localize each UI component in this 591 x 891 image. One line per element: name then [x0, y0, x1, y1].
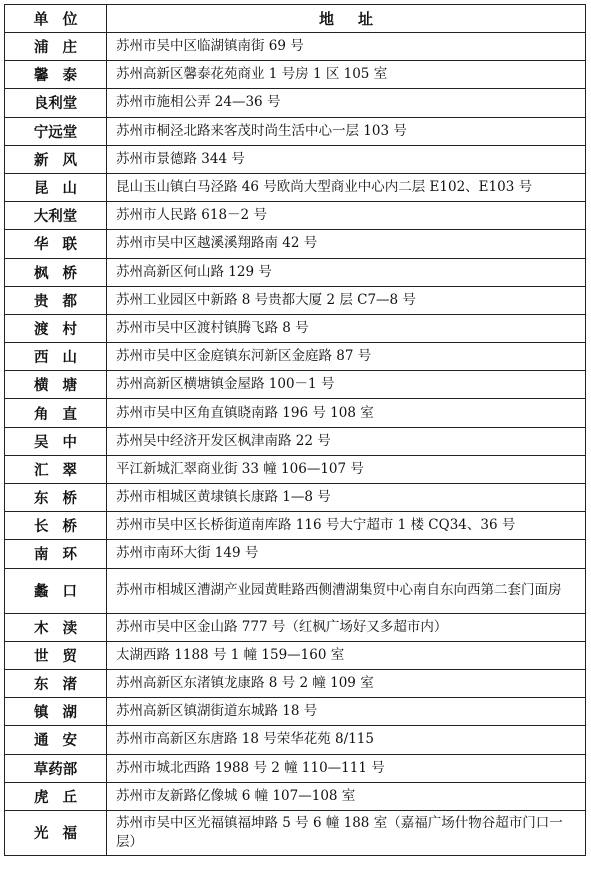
unit-name-cell: 枫桥: [5, 258, 107, 286]
table-row: [5, 286, 586, 314]
unit-name-cell: 馨泰: [5, 61, 107, 89]
address-table-container: [4, 4, 585, 856]
table-row: [5, 754, 586, 782]
table-row: [5, 568, 586, 613]
table-row: [5, 399, 586, 427]
address-cell: 苏州市人民路 618－2 号: [107, 202, 586, 230]
table-row: [5, 371, 586, 399]
header-unit: 单位: [5, 5, 107, 33]
address-cell: 苏州市景德路 344 号: [107, 145, 586, 173]
table-row: [5, 117, 586, 145]
table-row: [5, 613, 586, 641]
unit-name-cell: 渡村: [5, 314, 107, 342]
address-cell: 苏州市吴中区金山路 777 号（红枫广场好又多超市内）: [107, 613, 586, 641]
unit-name-cell: 昆山: [5, 173, 107, 201]
address-cell: 苏州市相城区漕湖产业园黄畦路西侧漕湖集贸中心南自东向西第二套门面房: [107, 568, 586, 613]
table-row: [5, 145, 586, 173]
table-row: [5, 343, 586, 371]
table-row: [5, 89, 586, 117]
address-cell: 苏州高新区横塘镇金屋路 100－1 号: [107, 371, 586, 399]
unit-name-cell: 东桥: [5, 484, 107, 512]
table-row: [5, 455, 586, 483]
unit-name-cell: 虎丘: [5, 782, 107, 810]
unit-name-cell: 华联: [5, 230, 107, 258]
unit-name-cell: 东渚: [5, 669, 107, 697]
table-row: [5, 810, 586, 855]
address-cell: 苏州吴中经济开发区枫津南路 22 号: [107, 427, 586, 455]
unit-name-cell: 角直: [5, 399, 107, 427]
unit-name-cell: 大利堂: [5, 202, 107, 230]
store-address-table: [4, 4, 586, 856]
address-cell: 平江新城汇翠商业街 33 幢 106—107 号: [107, 455, 586, 483]
table-row: [5, 698, 586, 726]
address-cell: 苏州市吴中区长桥街道南库路 116 号大宁超市 1 楼 CQ34、36 号: [107, 512, 586, 540]
unit-name-cell: 新风: [5, 145, 107, 173]
table-row: [5, 427, 586, 455]
address-cell: 苏州市吴中区临湖镇南街 69 号: [107, 33, 586, 61]
address-cell: 苏州市南环大街 149 号: [107, 540, 586, 568]
address-cell: 苏州市城北西路 1988 号 2 幢 110—111 号: [107, 754, 586, 782]
unit-name-cell: 光福: [5, 810, 107, 855]
table-header-row: [5, 5, 586, 33]
address-cell: 昆山玉山镇白马泾路 46 号欧尚大型商业中心内二层 E102、E103 号: [107, 173, 586, 201]
table-row: [5, 314, 586, 342]
address-cell: 苏州市桐泾北路来客茂时尚生活中心一层 103 号: [107, 117, 586, 145]
address-cell: 苏州市高新区东唐路 18 号荣华花苑 8/115: [107, 726, 586, 754]
table-row: [5, 540, 586, 568]
address-cell: 苏州市吴中区金庭镇东河新区金庭路 87 号: [107, 343, 586, 371]
unit-name-cell: 镇湖: [5, 698, 107, 726]
address-cell: 苏州市相城区黄埭镇长康路 1—8 号: [107, 484, 586, 512]
address-cell: 苏州高新区东渚镇龙康路 8 号 2 幢 109 室: [107, 669, 586, 697]
address-cell: 苏州市友新路亿像城 6 幢 107—108 室: [107, 782, 586, 810]
unit-name-cell: 蠡口: [5, 568, 107, 613]
unit-name-cell: 木渎: [5, 613, 107, 641]
unit-name-cell: 草药部: [5, 754, 107, 782]
unit-name-cell: 世贸: [5, 641, 107, 669]
header-address: 地址: [107, 5, 586, 33]
unit-name-cell: 吴中: [5, 427, 107, 455]
table-row: [5, 173, 586, 201]
address-cell: 苏州高新区馨泰花苑商业 1 号房 1 区 105 室: [107, 61, 586, 89]
table-row: [5, 230, 586, 258]
unit-name-cell: 良利堂: [5, 89, 107, 117]
unit-name-cell: 浦庄: [5, 33, 107, 61]
table-row: [5, 258, 586, 286]
unit-name-cell: 西山: [5, 343, 107, 371]
table-row: [5, 641, 586, 669]
address-cell: 苏州市吴中区越溪溪翔路南 42 号: [107, 230, 586, 258]
unit-name-cell: 汇翠: [5, 455, 107, 483]
address-cell: 苏州市吴中区渡村镇腾飞路 8 号: [107, 314, 586, 342]
table-body: [5, 33, 586, 856]
address-cell: 苏州市吴中区光福镇福坤路 5 号 6 幢 188 室（嘉福广场什物谷超市门口一层）: [107, 810, 586, 855]
address-cell: 苏州高新区何山路 129 号: [107, 258, 586, 286]
table-row: [5, 202, 586, 230]
unit-name-cell: 长桥: [5, 512, 107, 540]
table-row: [5, 726, 586, 754]
table-row: [5, 61, 586, 89]
address-cell: 苏州市吴中区角直镇晓南路 196 号 108 室: [107, 399, 586, 427]
address-cell: 苏州工业园区中新路 8 号贵都大厦 2 层 C7—8 号: [107, 286, 586, 314]
unit-name-cell: 横塘: [5, 371, 107, 399]
unit-name-cell: 通安: [5, 726, 107, 754]
address-cell: 苏州高新区镇湖街道东城路 18 号: [107, 698, 586, 726]
address-cell: 太湖西路 1188 号 1 幢 159—160 室: [107, 641, 586, 669]
table-row: [5, 33, 586, 61]
unit-name-cell: 贵都: [5, 286, 107, 314]
table-row: [5, 484, 586, 512]
unit-name-cell: 宁远堂: [5, 117, 107, 145]
unit-name-cell: 南环: [5, 540, 107, 568]
table-row: [5, 512, 586, 540]
table-row: [5, 782, 586, 810]
address-cell: 苏州市施相公弄 24—36 号: [107, 89, 586, 117]
table-row: [5, 669, 586, 697]
